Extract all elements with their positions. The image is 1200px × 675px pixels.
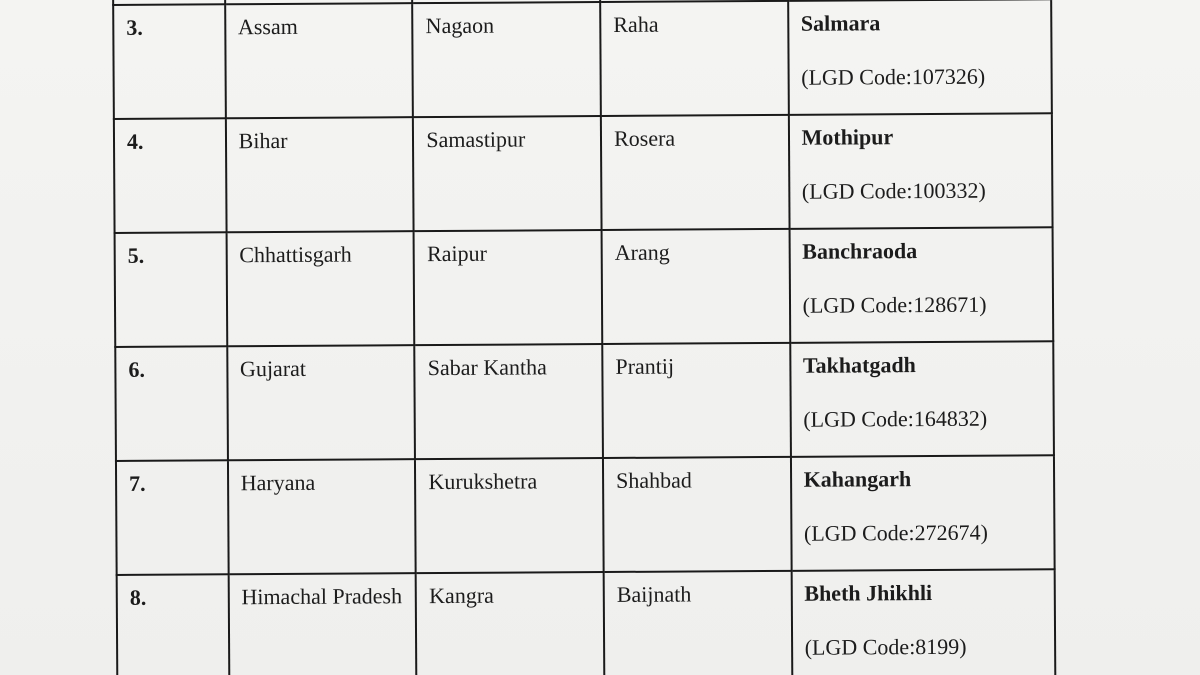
serial-number-cell: 7.: [116, 460, 228, 575]
village-cell: [790, 341, 1054, 457]
village-list-table: [112, 0, 1056, 675]
table-row: [115, 227, 1054, 347]
lgd-code: (LGD Code:164832): [803, 405, 988, 432]
table-row: [116, 455, 1055, 575]
village-name: Salmara: [800, 10, 881, 36]
village-cell: [791, 455, 1055, 571]
block-cell: Shahbad: [603, 457, 791, 572]
lgd-code: (LGD Code:100332): [801, 177, 986, 204]
village-name: Bheth Jhikhli: [804, 580, 933, 606]
block-cell: Prantij: [602, 343, 790, 458]
state-cell: Assam: [225, 3, 413, 118]
district-cell: Samastipur: [413, 116, 601, 231]
serial-number-cell: 6.: [115, 346, 227, 461]
village-name: Banchraoda: [802, 238, 918, 264]
state-cell: Bihar: [225, 117, 413, 232]
village-name: Mothipur: [801, 124, 894, 150]
lgd-code: (LGD Code:272674): [803, 519, 988, 546]
table-row: [115, 341, 1054, 461]
village-cell: [788, 0, 1052, 115]
block-cell: Rosera: [601, 115, 789, 230]
serial-number-cell: 5.: [115, 232, 227, 347]
state-cell: Haryana: [228, 459, 416, 574]
lgd-code: (LGD Code:107326): [801, 63, 986, 90]
village-name: Kahangarh: [803, 466, 912, 492]
lgd-code: (LGD Code:8199): [804, 633, 967, 660]
serial-number-cell: 4.: [114, 118, 226, 233]
district-cell: Raipur: [414, 230, 602, 345]
village-cell: [789, 227, 1053, 343]
state-cell: Himachal Pradesh: [228, 573, 416, 675]
block-cell: Baijnath: [604, 571, 792, 675]
district-cell: Sabar Kantha: [415, 344, 603, 459]
district-cell: Kangra: [416, 572, 604, 675]
district-cell: Kurukshetra: [415, 458, 603, 573]
serial-number-cell: 3.: [113, 4, 225, 119]
serial-number-cell: 8.: [117, 574, 229, 675]
lgd-code: (LGD Code:128671): [802, 291, 987, 318]
village-name: Takhatgadh: [802, 352, 916, 378]
table-row: [114, 113, 1053, 233]
village-cell: [791, 569, 1055, 675]
district-cell: Nagaon: [412, 2, 600, 117]
table-row: [117, 569, 1056, 675]
state-cell: Chhattisgarh: [226, 231, 414, 346]
village-cell: [788, 113, 1052, 229]
block-cell: Raha: [600, 1, 788, 116]
state-cell: Gujarat: [227, 345, 415, 460]
block-cell: Arang: [602, 229, 790, 344]
table-row: [113, 0, 1052, 119]
